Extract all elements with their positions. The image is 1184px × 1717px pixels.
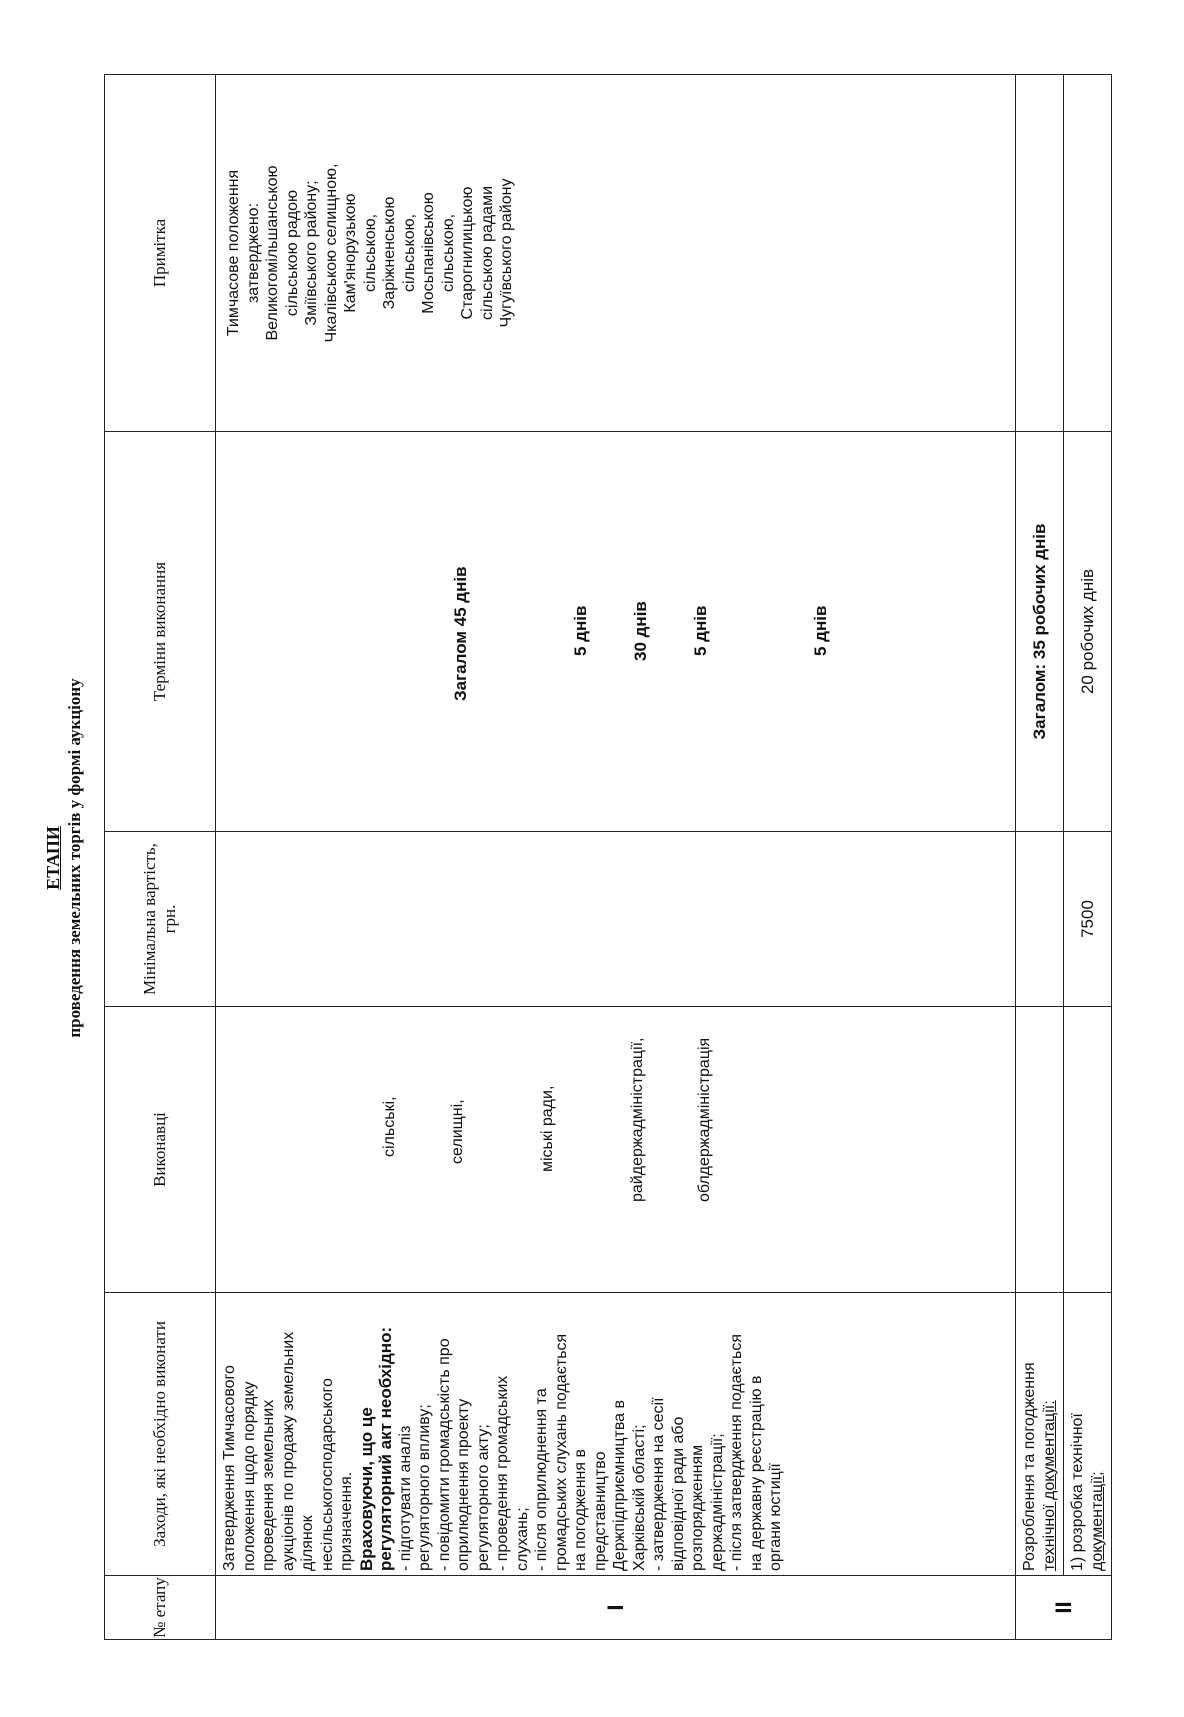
note-line: сільською, (439, 213, 457, 293)
measure-list-line: відповідної ради або (669, 1416, 687, 1571)
stage-1-note (216, 75, 1016, 432)
header-cost: Мінімальна вартість, грн. (105, 832, 216, 1007)
document-subtitle: проведення земельних торгів у формі аукціону (65, 678, 84, 1038)
stage-2-1-term: 20 робочих днів (1064, 432, 1112, 832)
executor-village: сільські, (381, 1096, 398, 1157)
measure-list-line: регуляторного впливу; (416, 1404, 433, 1571)
stage-2-number: II (1016, 1576, 1112, 1640)
stage-2-1-executors (1064, 1007, 1112, 1293)
stage-2-1-measures (1064, 1293, 1112, 1576)
header-term: Терміни виконання (105, 432, 216, 832)
note-line: Мосьпанівською (420, 192, 437, 314)
measure-list-line: слухань; (513, 1507, 531, 1571)
table-row-stage-1 (216, 75, 1016, 1640)
measure-line: положення щодо порядку (240, 1381, 258, 1571)
stage-1-executors (216, 1007, 1016, 1293)
executor-district: райдержадміністрації, (629, 1037, 646, 1202)
measure-line: проведення земельних (260, 1399, 277, 1571)
measure-list-line: - після оприлюднення та (533, 1388, 550, 1571)
term-item: 30 днів (631, 601, 650, 661)
measure-list-line: громадських слухань подається (552, 1333, 570, 1571)
executor-region: облдержадміністрація (696, 1037, 713, 1202)
stage-1-measures (216, 1293, 1016, 1576)
term-item: 5 днів (571, 605, 590, 656)
stage-2-term: Загалом: 35 робочих днів (1016, 432, 1064, 832)
measure-list-line: на державну реєстрацію в (747, 1375, 765, 1571)
note-line: Тимчасове положення (225, 169, 242, 337)
document-title: ЕТАПИ (43, 826, 63, 890)
term-item: 5 днів (691, 605, 710, 656)
note-line: сільською, (400, 213, 418, 293)
measure-line: технічної документації: (1040, 1400, 1058, 1571)
measure-line: призначення. (338, 1471, 355, 1571)
stage-2-1-note (1064, 75, 1112, 432)
note-line: Великогомільшанською (264, 165, 281, 341)
measure-list-line: держадміністрації; (708, 1433, 726, 1571)
measure-line: аукціонів по продажу земельних (279, 1331, 297, 1571)
stage-1-cost (216, 832, 1016, 1007)
measure-list-line: - повідомити громадськість про (435, 1338, 453, 1571)
measure-bold-line: регуляторний акт необхідно: (376, 1326, 395, 1571)
executor-settlement: селищні, (449, 1099, 466, 1164)
measure-list-line: - після затвердження подається (728, 1333, 745, 1571)
measure-line: Затвердження Тимчасового (221, 1365, 238, 1571)
note-line: затверджено: (244, 202, 262, 304)
measure-line: Розроблення та погодження (1021, 1362, 1038, 1571)
measure-list-line: розпорядженням (689, 1444, 706, 1571)
table-row-stage-2 (1016, 75, 1064, 1640)
measure-bold-line: Враховуючи, що це (356, 1407, 376, 1571)
header-note: Примітка (105, 75, 216, 432)
term-total: Загалом 45 днів (451, 566, 470, 701)
measure-list-line: - підготувати аналіз (396, 1425, 414, 1571)
term-item: 5 днів (811, 605, 830, 656)
note-line: Кам'янорузькою (342, 193, 359, 313)
measure-list-line: регуляторного акту; (474, 1424, 492, 1571)
stage-1-terms (216, 432, 1016, 832)
table-header-row (105, 75, 216, 1640)
note-line: сільською радою (283, 189, 301, 317)
title-block (42, 58, 86, 1658)
measure-line: 1) розробка технічної (1069, 1413, 1086, 1571)
measure-line: несільськогосподарського (318, 1378, 336, 1571)
measure-line: ділянок (299, 1515, 316, 1571)
measure-list-line: представництво (591, 1451, 609, 1571)
note-line: Чкалівською селищною, (322, 163, 340, 343)
note-line: Чугуївського району (498, 178, 515, 328)
note-line: Заріжненською (381, 196, 398, 310)
table-row-stage-2-1 (1064, 75, 1112, 1640)
note-line: сільською радами (478, 185, 496, 321)
stages-table (104, 74, 1112, 1640)
measure-list-line: Харківській області; (630, 1424, 648, 1571)
measure-list-line: оприлюднення проекту (455, 1398, 472, 1571)
stage-2-note (1016, 75, 1064, 432)
measure-list-line: на погодження в (572, 1449, 589, 1571)
measure-list-line: органи юстиції (767, 1463, 784, 1571)
note-line: Старогнилицькою (459, 186, 476, 320)
header-executors: Виконавці (105, 1007, 216, 1293)
stage-2-cost (1016, 832, 1064, 1007)
rotated-page (42, 58, 1142, 1658)
stage-2-executors (1016, 1007, 1064, 1293)
measure-list-line: Держпідприємництва в (611, 1400, 628, 1571)
measure-line: документації; (1088, 1471, 1106, 1571)
note-line: сільською, (361, 213, 379, 293)
header-measures: Заходи, які необхідно виконати (105, 1293, 216, 1576)
stage-2-measures (1016, 1293, 1064, 1576)
stage-1-number: I (216, 1576, 1016, 1640)
executor-city: міські ради, (539, 1085, 556, 1172)
stage-2-1-cost: 7500 (1064, 832, 1112, 1007)
measure-list-line: - проведення громадських (494, 1375, 511, 1571)
header-num: № етапу (105, 1576, 216, 1640)
note-line: Зміївського району; (303, 180, 320, 326)
measure-list-line: - затвердження на сесії (650, 1397, 667, 1571)
